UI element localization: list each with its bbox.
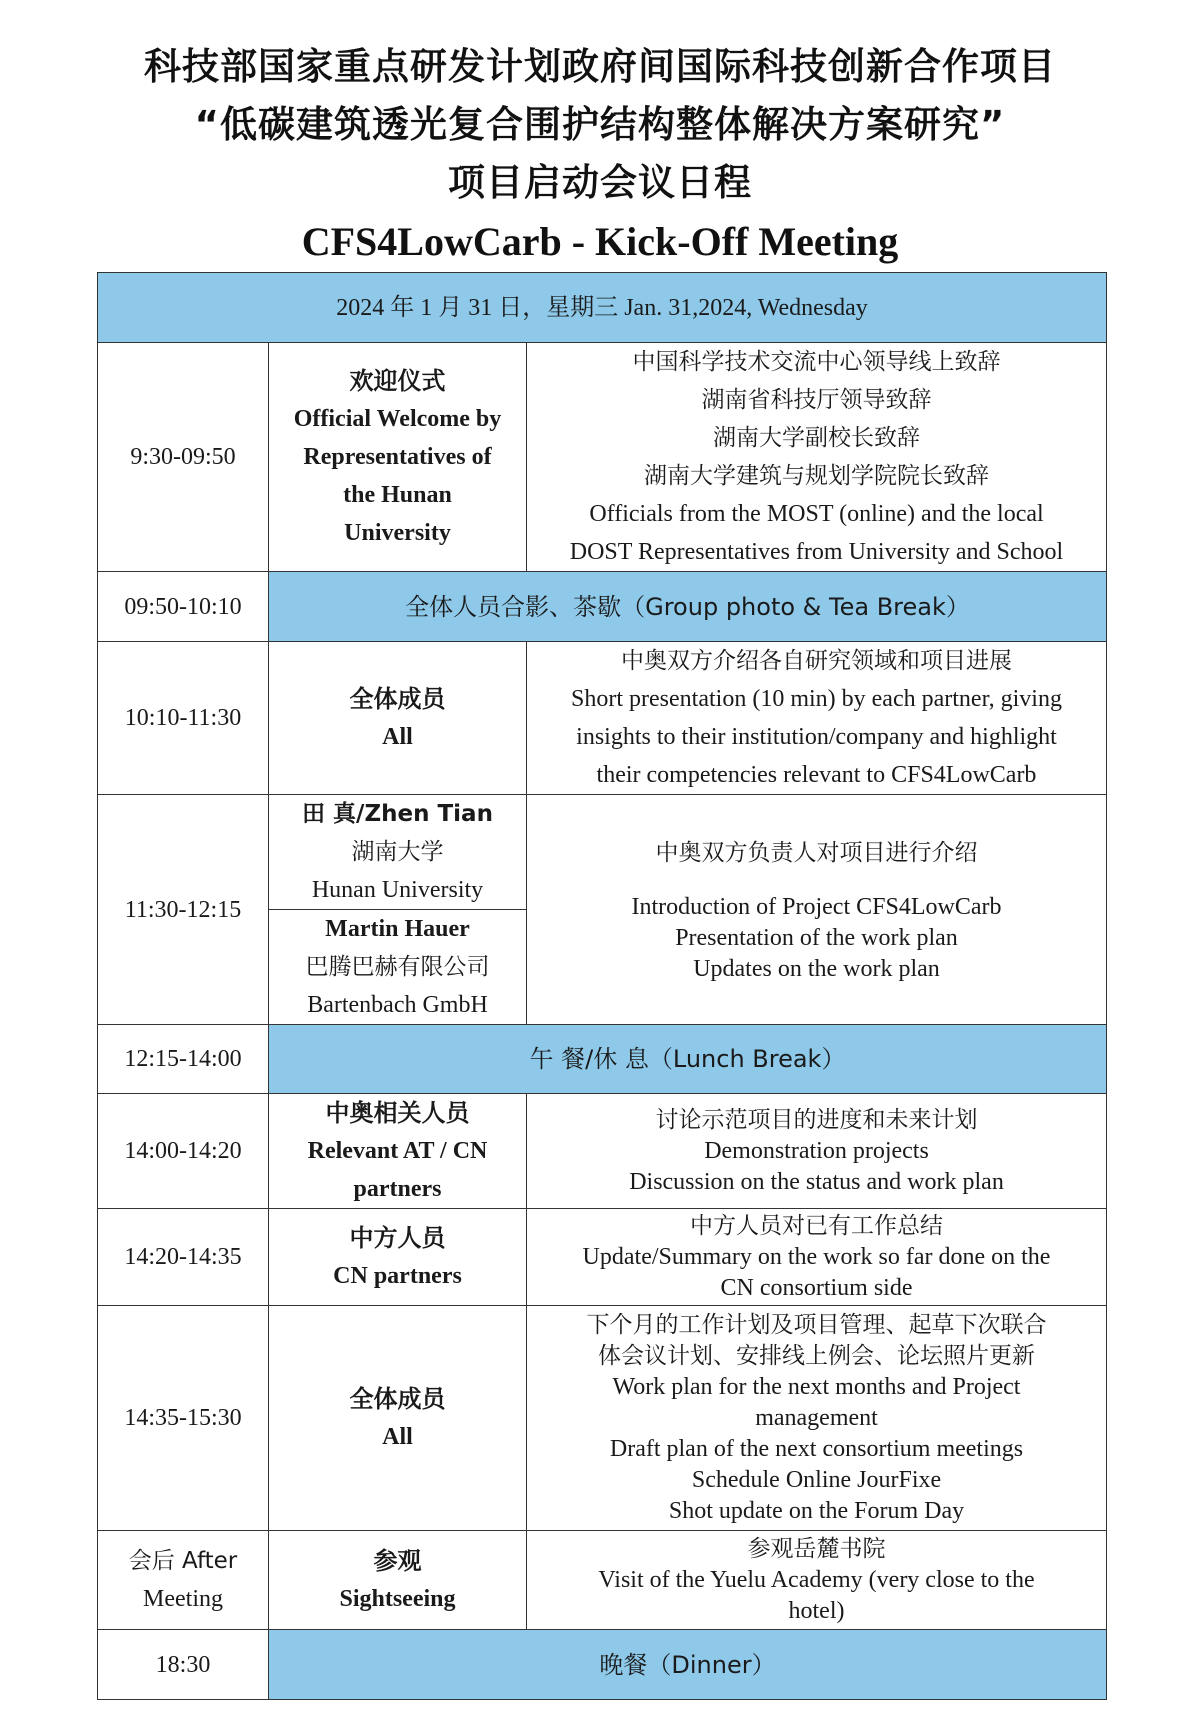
time-cell: 9:30-09:50 [98,343,269,572]
title-english: CFS4LowCarb - Kick-Off Meeting [301,219,899,264]
title-line-3: 项目启动会议日程 [448,161,752,204]
participants-cn: 中方人员 [349,1224,446,1252]
agenda-table [97,272,1107,1700]
content-line: 讨论示范项目的进度和未来计划 [655,1106,978,1133]
break-row [98,572,1107,642]
agenda-row [98,642,1107,795]
participants-cell [269,1306,527,1531]
time-cell: 09:50-10:10 [98,572,269,642]
participants-cell [269,1209,527,1306]
content-line: 下个月的工作计划及项目管理、起草下次联合 [586,1311,1047,1338]
break-cell: 晚餐（Dinner） [269,1630,1107,1700]
content-cell [527,1531,1107,1630]
content-line: CN consortium side [720,1274,913,1301]
presenter-cell-hauer [269,910,527,1025]
participants-cell [269,1531,527,1630]
content-line: 体会议计划、安排线上例会、论坛照片更新 [598,1342,1035,1369]
content-line: 湖南大学建筑与规划学院院长致辞 [644,463,989,489]
content-cell [527,1094,1107,1209]
participants-en: All [382,724,413,750]
participants-en: Representatives of [303,444,492,470]
presenter-org-cn: 巴腾巴赫有限公司 [305,954,490,980]
content-line: Short presentation (10 min) by each partner, giving [571,686,1062,712]
time-cell: 12:15-14:00 [98,1025,269,1094]
content-line: hotel) [788,1597,845,1624]
content-line: Work plan for the next months and Project [612,1373,1021,1400]
agenda-row [98,795,1107,910]
participants-en: University [344,520,451,546]
time-line: Meeting [143,1586,223,1612]
presenter-org-en: Bartenbach GmbH [307,992,488,1018]
break-row [98,1630,1107,1700]
participants-cell [269,642,527,795]
time-cell: 10:10-11:30 [98,642,269,795]
date-row [98,273,1107,343]
participants-en: partners [353,1176,442,1202]
presenter-org-cn: 湖南大学 [351,839,444,865]
participants-en: Relevant AT / CN [307,1138,488,1164]
content-line: insights to their institution/company and highlight [576,724,1057,750]
content-spacer [533,872,1100,892]
participants-cn: 全体成员 [349,685,446,713]
content-line: Demonstration projects [704,1137,929,1164]
agenda-row [98,1094,1107,1209]
time-cell: 18:30 [98,1630,269,1700]
content-line: Visit of the Yuelu Academy (very close to the [598,1566,1035,1593]
agenda-row [98,1306,1107,1531]
content-line: 湖南省科技厅领导致辞 [701,387,932,413]
content-line: their competencies relevant to CFS4LowCarb [596,762,1037,788]
time-cell [98,1531,269,1630]
presenter-org-en: Hunan University [311,877,484,903]
content-cell [527,343,1107,572]
participants-en: All [382,1424,413,1450]
content-line: Discussion on the status and work plan [629,1168,1004,1195]
participants-en: the Hunan [343,482,452,508]
presenter-name: Martin Hauer [325,916,470,942]
participants-en: Sightseeing [339,1586,456,1612]
title-line-1: 科技部国家重点研发计划政府间国际科技创新合作项目 [144,45,1056,88]
content-cell [527,642,1107,795]
time-cell: 14:20-14:35 [98,1209,269,1306]
participants-cn: 中奥相关人员 [325,1099,470,1127]
content-line: 中奥双方负责人对项目进行介绍 [655,840,978,866]
participants-en: Official Welcome by [293,406,502,432]
content-line: Update/Summary on the work so far done on the [582,1243,1051,1270]
participants-cell [269,1094,527,1209]
participants-cn: 参观 [373,1547,422,1575]
participants-cn: 欢迎仪式 [349,367,446,395]
presenter-name: 田 真/Zhen Tian [302,801,493,827]
content-line: DOST Representatives from University and School [569,539,1064,565]
participants-en: CN partners [333,1263,462,1289]
content-line: Presentation of the work plan [675,925,958,951]
content-line: 湖南大学副校长致辞 [713,425,920,451]
content-cell [527,1306,1107,1531]
content-line: Updates on the work plan [693,956,940,982]
time-cell: 14:00-14:20 [98,1094,269,1209]
content-line: 中奥双方介绍各自研究领域和项目进展 [621,648,1012,674]
content-line: Draft plan of the next consortium meetings [609,1435,1024,1462]
break-cell: 午 餐/休 息（Lunch Break） [269,1025,1107,1094]
content-line: 中国科学技术交流中心领导线上致辞 [632,349,1001,375]
presenter-cell-tian [269,795,527,910]
time-cell: 14:35-15:30 [98,1306,269,1531]
content-line: Officials from the MOST (online) and the local [589,501,1044,527]
title-block [0,38,1200,272]
content-line: 参观岳麓书院 [747,1535,886,1562]
content-line: 中方人员对已有工作总结 [690,1212,943,1239]
participants-cell [269,343,527,572]
title-line-2: “低碳建筑透光复合围护结构整体解决方案研究” [194,103,1006,146]
content-line: Schedule Online JourFixe [691,1466,942,1493]
agenda-row [98,343,1107,572]
agenda-row [98,1209,1107,1306]
content-line: management [755,1404,878,1431]
participants-cn: 全体成员 [349,1385,446,1413]
break-cell: 全体人员合影、茶歇（Group photo & Tea Break） [269,572,1107,642]
agenda-row [98,1531,1107,1630]
time-line: 会后 After [128,1548,238,1574]
date-cell: 2024 年 1 月 31 日，星期三 Jan. 31,2024, Wednesday [98,273,1107,343]
break-row [98,1025,1107,1094]
content-cell [527,795,1107,1025]
time-cell: 11:30-12:15 [98,795,269,1025]
content-line: Introduction of Project CFS4LowCarb [631,894,1002,920]
content-line: Shot update on the Forum Day [668,1497,965,1524]
content-cell [527,1209,1107,1306]
